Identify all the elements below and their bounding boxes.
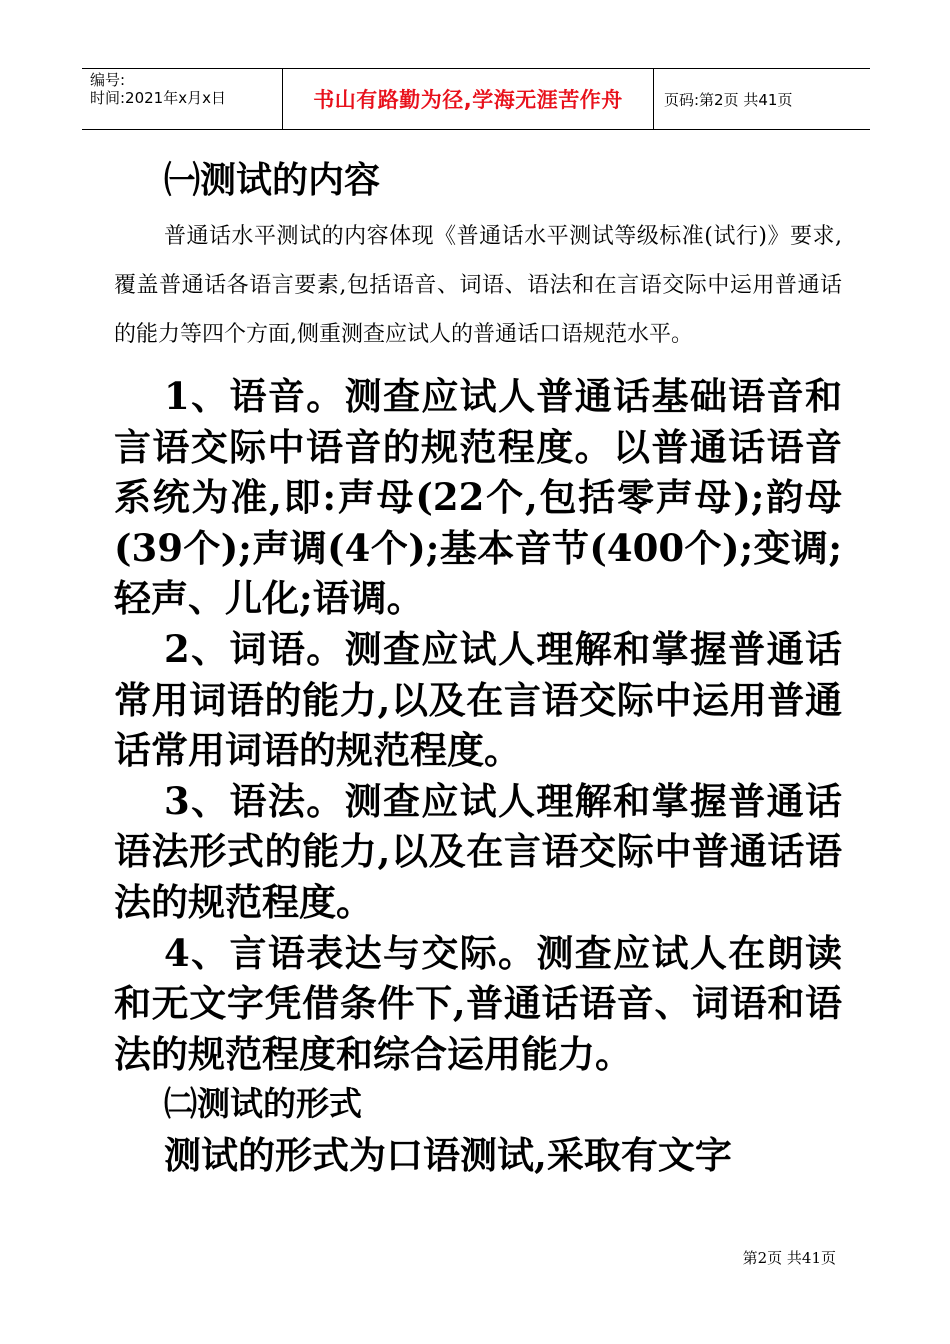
page-header: [82, 68, 870, 130]
header-meta: [82, 69, 282, 129]
intro-paragraph: 普通话水平测试的内容体现《普通话水平测试等级标准(试行)》要求,覆盖普通话各语言要素,包括语音、词语、语法和在言语交际中运用普通话的能力等四个方面,侧重测查应试人的普通话口语规范水平。: [114, 224, 842, 347]
document-body: [114, 150, 842, 1181]
header-motto: 书山有路勤为径,学海无涯苦作舟: [282, 69, 654, 129]
item-expression: 4、言语表达与交际。测查应试人在朗读和无文字凭借条件下,普通话语音、词语和语法的规范程度和综合运用能力。: [114, 930, 842, 1076]
form-paragraph: 测试的形式为口语测试,采取有文字: [164, 1133, 732, 1178]
item-grammar: 3、语法。测查应试人理解和掌握普通话语法形式的能力,以及在言语交际中普通话语法的规范程度。: [114, 778, 842, 924]
number-label: 编号:: [90, 71, 126, 89]
header-page-info: 页码:第2页 共41页: [664, 90, 793, 109]
section-heading-form: ㈡测试的形式: [164, 1084, 362, 1124]
page-footer: 第2页 共41页: [742, 1249, 836, 1267]
date-label: 时间:2021年x月x日: [90, 89, 226, 107]
item-vocabulary: 2、词语。测查应试人理解和掌握普通话常用词语的能力,以及在言语交际中运用普通话常用词语的规范程度。: [114, 626, 842, 773]
item-pronunciation: 1、语音。测查应试人普通话基础语音和言语交际中语音的规范程度。以普通话语音系统为准,即:声母(22个,包括零声母);韵母(39个);声调(4个);基本音节(400个);变调;轻声、儿化;语调。: [114, 374, 842, 621]
section-heading-content: ㈠测试的内容: [164, 160, 381, 201]
